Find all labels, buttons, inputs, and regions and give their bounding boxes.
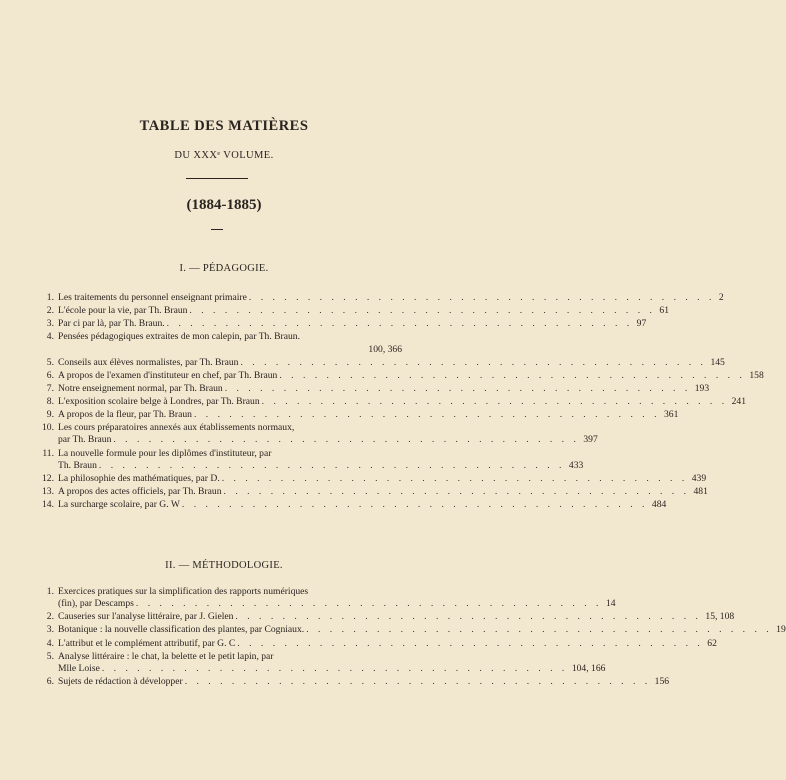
dot-leader: . . . . . . . . . . . . . . . . . . . . . . . . . . . . . . . . . . . . . . . . <box>248 292 715 303</box>
entry-number: 1. <box>46 586 54 597</box>
section-heading-methodologie: II. — MÉTHODOLOGIE. <box>165 560 283 571</box>
entry-number: 3. <box>46 318 54 330</box>
dot-leader: . . . . . . . . . . . . . . . . . . . . . . . . . . . . . . . . . . . . . . . . <box>189 305 656 317</box>
entry-title: Mlle Loise <box>58 662 100 674</box>
entry-title: A propos des actes officiels, par Th. Braun <box>58 486 222 498</box>
entry-number: 4. <box>46 637 54 649</box>
entry-number: 7. <box>46 382 54 394</box>
entry-number: 2. <box>46 305 54 317</box>
page-number: 61 <box>659 305 669 317</box>
toc-entry <box>38 499 667 511</box>
page-title: TABLE DES MATIÈRES <box>139 118 309 134</box>
page-number: 145 <box>710 356 725 368</box>
toc-entry <box>38 447 584 473</box>
toc-entry <box>38 486 708 498</box>
page-number: 481 <box>693 486 708 498</box>
entry-title: Sujets de rédaction à développer <box>58 676 183 688</box>
dot-leader: . . . . . . . . . . . . . . . . . . . . . . . . . . . . . . . . . . . . . . . . <box>135 598 602 610</box>
dot-leader: . . . . . . . . . . . . . . . . . . . . . . . . . . . . . . . . . . . . . . . . <box>224 382 691 394</box>
entry-title-line: Pensées pédagogiques extraites de mon calepin, par Th. Braun. <box>58 331 300 343</box>
entry-title: par Th. Braun <box>58 434 112 446</box>
toc-entry <box>38 586 616 611</box>
toc-entry <box>38 395 747 408</box>
dot-leader: . . . . . . . . . . . . . . . . . . . . . . . . . . . . . . . . . . . . . . . . <box>181 499 648 511</box>
page-number: 397 <box>583 434 598 446</box>
toc-entry <box>38 318 647 330</box>
toc-entry <box>38 409 679 421</box>
dot-leader: . . . . . . . . . . . . . . . . . . . . . . . . . . . . . . . . . . . . . . . . <box>184 676 651 688</box>
page-number: 484 <box>651 499 667 511</box>
entry-number: 1. <box>46 292 54 303</box>
page-number: 439 <box>691 472 707 484</box>
page-number: 14 <box>605 598 616 610</box>
entry-number: 8. <box>46 395 54 407</box>
entry-title-line: Analyse littéraire : le chat, la belette et le petit lapin, par <box>58 650 274 662</box>
entry-title: La philosophie des mathématiques, par D. <box>58 472 220 484</box>
toc-entry <box>38 369 764 382</box>
dot-leader: . . . . . . . . . . . . . . . . . . . . . . . . . . . . . . . . . . . . . . . . <box>237 637 704 649</box>
entry-title: Par ci par là, par Th. Braun. <box>58 318 165 330</box>
page-number: 19 <box>776 624 786 636</box>
section-heading-pedagogie: I. — PÉDAGOGIE. <box>179 263 269 274</box>
page-number: 15, 108 <box>705 611 735 623</box>
entry-number: 13. <box>42 486 54 498</box>
entry-title: Les traitements du personnel enseignant primaire <box>58 292 247 303</box>
entry-title: Notre enseignement normal, par Th. Braun <box>58 382 223 394</box>
entry-number: 2. <box>46 611 54 623</box>
toc-entry <box>38 305 669 317</box>
page-number: 241 <box>731 395 747 407</box>
entry-title: L'école pour la vie, par Th. Braun <box>58 305 188 317</box>
entry-title: Botanique : la nouvelle classification des plantes, par Cogniaux. <box>58 624 305 636</box>
toc-entry <box>38 356 725 369</box>
toc-entry <box>38 637 717 650</box>
page-number: 193 <box>694 382 710 394</box>
toc-entry <box>38 676 670 688</box>
entry-number: 3. <box>46 624 54 636</box>
page-number: 2 <box>718 292 724 303</box>
dot-leader: . . . . . . . . . . . . . . . . . . . . . . . . . . . . . . . . . . . . . . . . <box>113 434 580 446</box>
entry-number: 11. <box>42 447 54 459</box>
entry-title: L'exposition scolaire belge à Londres, par Th. Braun <box>58 395 260 407</box>
entry-title: Causeries sur l'analyse littéraire, par J. Gielen <box>58 611 234 623</box>
toc-list-methodologie <box>38 586 786 689</box>
toc-entry <box>38 331 402 356</box>
dot-leader: . . . . . . . . . . . . . . . . . . . . . . . . . . . . . . . . . . . . . . . . <box>101 662 568 674</box>
dot-leader: . . . . . . . . . . . . . . . . . . . . . . . . . . . . . . . . . . . . . . . . <box>193 409 660 421</box>
entry-number: 6. <box>46 369 54 381</box>
page-number: 361 <box>663 409 679 421</box>
entry-number: 6. <box>46 676 54 688</box>
toc-entry <box>38 422 598 447</box>
entry-title: A propos de l'examen d'instituteur en chef, par Th. Braun <box>58 369 278 381</box>
entry-title: L'attribut et le complément attributif, par G. C <box>58 637 236 649</box>
dot-leader: . . . . . . . . . . . . . . . . . . . . . . . . . . . . . . . . . . . . . . . . <box>235 611 702 623</box>
entry-title-line: La nouvelle formule pour les diplômes d'instituteur, par <box>58 447 272 459</box>
entry-title: Conseils aux élèves normalistes, par Th. Braun <box>58 356 239 368</box>
entry-number: 12. <box>42 472 54 484</box>
volume-years: (1884-1885) <box>186 197 262 213</box>
page-number: 158 <box>749 369 764 381</box>
page-subtitle: DU XXXᵉ VOLUME. <box>174 150 274 161</box>
entry-number: 10. <box>42 422 54 434</box>
dot-leader: . . . . . . . . . . . . . . . . . . . . . . . . . . . . . . . . . . . . . . . . <box>221 472 688 484</box>
dot-leader: . . . . . . . . . . . . . . . . . . . . . . . . . . . . . . . . . . . . . . . . <box>261 395 728 407</box>
toc-entry <box>38 611 735 623</box>
entry-number: 5. <box>46 356 54 368</box>
dot-leader: . . . . . . . . . . . . . . . . . . . . . . . . . . . . . . . . . . . . . . . . <box>279 369 746 381</box>
entry-title: (fin), par Descamps <box>58 598 134 610</box>
dot-leader: . . . . . . . . . . . . . . . . . . . . . . . . . . . . . . . . . . . . . . . . <box>306 624 773 636</box>
page-number: 104, 166 <box>571 662 606 674</box>
entry-number: 14. <box>42 499 54 511</box>
entry-number: 4. <box>46 331 54 343</box>
dot-leader: . . . . . . . . . . . . . . . . . . . . . . . . . . . . . . . . . . . . . . . . <box>240 356 707 368</box>
entry-title-line: Les cours préparatoires annexés aux établissements normaux, <box>58 422 295 434</box>
page-number: 156 <box>654 676 670 688</box>
entry-number: 9. <box>46 409 54 421</box>
toc-entry <box>38 292 724 304</box>
entry-title: Th. Braun <box>58 459 97 471</box>
toc-entry <box>38 382 710 395</box>
toc-entry <box>38 472 707 485</box>
divider <box>211 229 223 230</box>
entry-title: La surcharge scolaire, par G. W <box>58 499 180 511</box>
entry-title-line: Exercices pratiques sur la simplification des rapports numériques <box>58 586 309 597</box>
dot-leader: . . . . . . . . . . . . . . . . . . . . . . . . . . . . . . . . . . . . . . . . <box>98 459 565 471</box>
toc-entry <box>38 624 786 636</box>
page-number: 100, 366 <box>368 343 402 355</box>
toc-entry <box>38 650 606 676</box>
entry-number: 5. <box>46 650 54 662</box>
page-number: 62 <box>707 637 717 649</box>
entry-title: A propos de la fleur, par Th. Braun <box>58 409 192 421</box>
toc-list-pedagogie <box>38 292 764 512</box>
page-number: 433 <box>568 459 584 471</box>
dot-leader: . . . . . . . . . . . . . . . . . . . . . . . . . . . . . . . . . . . . . . . . <box>223 486 690 498</box>
page-number: 97 <box>636 318 647 330</box>
dot-leader: . . . . . . . . . . . . . . . . . . . . . . . . . . . . . . . . . . . . . . . . <box>166 318 633 330</box>
divider <box>186 178 248 179</box>
